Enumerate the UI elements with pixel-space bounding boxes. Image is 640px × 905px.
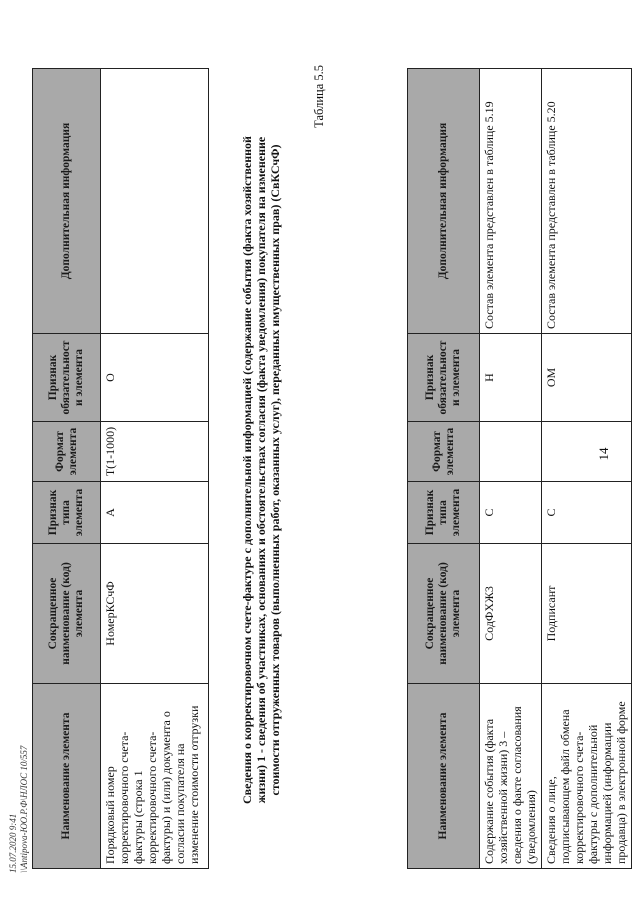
header-code: Сокращенное наименование (код) элемента [33,544,101,684]
page-number: 14 [596,447,611,461]
header-required: Признак обязательности элемента [408,334,480,422]
header-info: Дополнительная информация [33,69,101,334]
cell-info: Состав элемента представлен в таблице 5.19 [480,69,542,334]
cell-code: СодФХЖ3 [480,544,542,684]
cell-info [101,69,209,334]
header-name: Наименование элемента [33,684,101,869]
header-format: Формат элемента [408,422,480,482]
heading-line: стоимости отгруженных товаров (выполненных работ, оказанных услуг), переданных имущественных прав) (СвКСчФ) [268,144,282,796]
document-meta [8,746,30,873]
cell-format [480,422,542,482]
table-row [542,69,632,869]
table-elements-2 [32,68,209,869]
table-row [101,69,209,869]
header-info: Дополнительная информация [408,69,480,334]
header-code: Сокращенное наименование (код) элемента [408,544,480,684]
cell-type: С [542,482,632,544]
cell-type: А [101,482,209,544]
cell-code: Подписант [542,544,632,684]
cell-name: Сведения о лице, подписывающем файл обмена корректировочного счета-фактуры с дополнительной информацией (информации продавца) в электронной форме [542,684,632,869]
heading-line: Сведения о корректировочном счете-фактуре с дополнительной информацией (содержание события (факта хозяйственной [240,136,254,804]
heading-line: жизни) 1 - сведения об участниках, основаниях и обстоятельствах согласия (факта уведомления) покупателя на изменение [254,136,268,804]
cell-name: Содержание события (факта хозяйственной жизни) 3 – сведения о факте согласования (уведомления) [480,684,542,869]
cell-required: ОМ [542,334,632,422]
cell-info: Состав элемента представлен в таблице 5.20 [542,69,632,334]
header-format: Формат элемента [33,422,101,482]
cell-required: Н [480,334,542,422]
section-heading [240,67,282,873]
cell-name: Порядковый номер корректировочного счета-фактуры (строка 1 корректировочного счета-фактуры) и (или) документа о согласии покупателя на изменение стоимости отгрузки [101,684,209,869]
cell-type: С [480,482,542,544]
cell-format [542,422,632,482]
table-row [480,69,542,869]
meta-path: \\Antipova-ЮО.Р.Ф\НЛОС 10/557 [19,745,29,873]
header-name: Наименование элемента [408,684,480,869]
header-type: Признак типа элемента [33,482,101,544]
table-elements-1 [407,68,632,869]
cell-code: НомерКСчФ [101,544,209,684]
cell-required: О [101,334,209,422]
meta-date: 15.07.2020 9:41 [8,813,18,873]
header-required: Признак обязательности элемента [33,334,101,422]
table-caption: Таблица 5.5 [312,65,326,128]
cell-format: T(1-1000) [101,422,209,482]
header-type: Признак типа элемента [408,482,480,544]
